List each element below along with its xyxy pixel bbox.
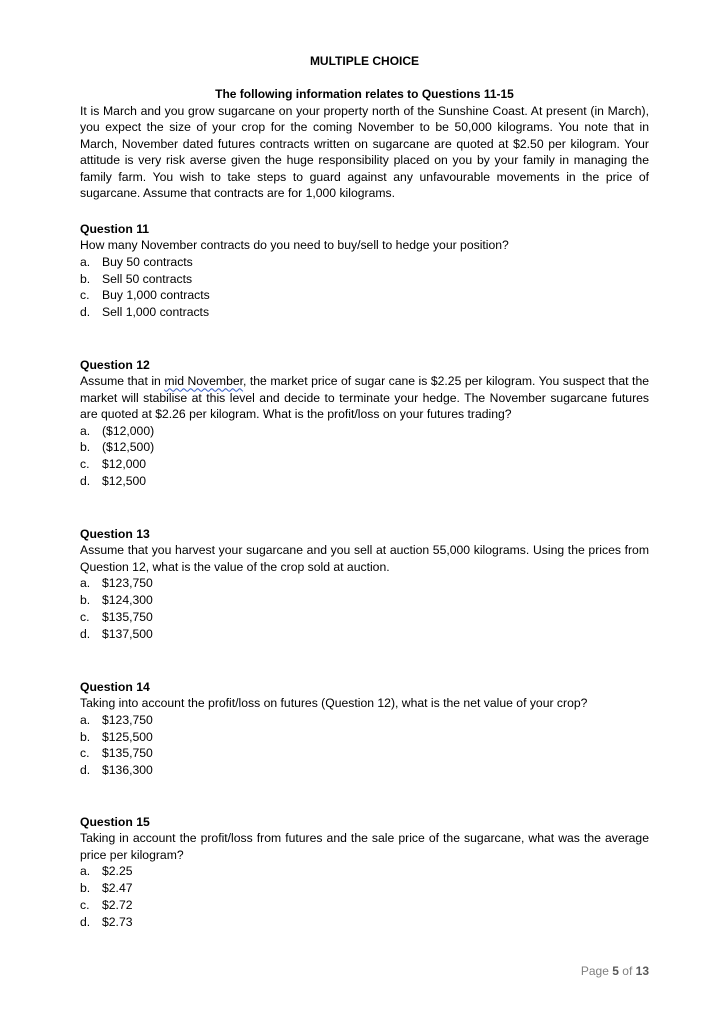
question-14 xyxy=(80,679,649,779)
option-text: Sell 50 contracts xyxy=(102,271,193,286)
option-text: $137,500 xyxy=(102,626,153,641)
option-letter: b. xyxy=(80,881,91,896)
option-text: $135,750 xyxy=(102,746,153,761)
section-heading: MULTIPLE CHOICE xyxy=(309,54,420,68)
question-text-start: Assume that in xyxy=(80,374,165,389)
option-text: $2.47 xyxy=(102,881,133,896)
option-letter: c. xyxy=(80,609,90,624)
question-text: Assume that you harvest your sugarcane and you sell at auction 55,000 kilograms. Using the prices from Question 12, what is the value of the crop sold at auction. xyxy=(80,543,649,574)
option-text: $125,500 xyxy=(102,729,153,744)
page-label: Page xyxy=(580,964,609,978)
option-d xyxy=(80,473,649,490)
page-total: 13 xyxy=(635,964,649,978)
option-a xyxy=(80,423,649,440)
question-title: Question 12 xyxy=(80,358,150,372)
question-13 xyxy=(80,526,649,642)
option-text: $2.25 xyxy=(102,864,133,879)
option-d xyxy=(80,304,649,321)
option-b xyxy=(80,271,649,288)
option-text: $12,500 xyxy=(102,474,147,489)
option-letter: b. xyxy=(80,271,91,286)
option-letter: c. xyxy=(80,288,90,303)
option-list xyxy=(80,712,649,779)
option-list xyxy=(80,575,649,642)
option-letter: d. xyxy=(80,914,91,929)
option-b xyxy=(80,729,649,746)
option-d xyxy=(80,626,649,643)
question-text xyxy=(80,373,649,422)
option-b xyxy=(80,439,649,456)
option-text: ($12,000) xyxy=(102,423,155,438)
option-text: Buy 50 contracts xyxy=(102,254,193,269)
option-text: $135,750 xyxy=(102,609,153,624)
option-letter: d. xyxy=(80,474,91,489)
question-text: Taking into account the profit/loss on futures (Question 12), what is the net value of your crop? xyxy=(80,696,588,711)
question-text: Taking in account the profit/loss from futures and the sale price of the sugarcane, what was the average price per kilogram? xyxy=(80,831,649,862)
option-letter: c. xyxy=(80,746,90,761)
info-subheading: The following information relates to Questions 11-15 xyxy=(215,87,514,101)
option-letter: c. xyxy=(80,457,90,472)
option-letter: b. xyxy=(80,729,91,744)
page-number: 5 xyxy=(612,964,619,978)
option-text: ($12,500) xyxy=(102,440,155,455)
option-a xyxy=(80,575,649,592)
question-12 xyxy=(80,357,649,490)
question-title: Question 15 xyxy=(80,815,150,829)
question-11 xyxy=(80,221,649,321)
question-title: Question 11 xyxy=(80,222,150,236)
option-letter: a. xyxy=(80,254,91,269)
option-letter: a. xyxy=(80,423,91,438)
option-d xyxy=(80,762,649,779)
option-letter: d. xyxy=(80,763,91,778)
option-letter: a. xyxy=(80,864,91,879)
option-a xyxy=(80,863,649,880)
option-c xyxy=(80,897,649,914)
option-letter: b. xyxy=(80,593,91,608)
option-text: $123,750 xyxy=(102,712,153,727)
option-text: Buy 1,000 contracts xyxy=(102,288,210,303)
option-a xyxy=(80,254,649,271)
option-text: $12,000 xyxy=(102,457,147,472)
option-c xyxy=(80,287,649,304)
option-text: $2.72 xyxy=(102,897,133,912)
option-list xyxy=(80,423,649,490)
of-label: of xyxy=(622,964,633,978)
question-15 xyxy=(80,814,649,930)
option-text: $2.73 xyxy=(102,914,133,929)
option-list xyxy=(80,863,649,930)
option-letter: d. xyxy=(80,626,91,641)
option-b xyxy=(80,592,649,609)
option-c xyxy=(80,456,649,473)
option-text: $124,300 xyxy=(102,593,153,608)
question-text: How many November contracts do you need to buy/sell to hedge your position? xyxy=(80,238,509,253)
option-a xyxy=(80,712,649,729)
option-letter: a. xyxy=(80,712,91,727)
option-text: $123,750 xyxy=(102,576,153,591)
option-c xyxy=(80,745,649,762)
option-letter: d. xyxy=(80,305,91,320)
option-letter: a. xyxy=(80,576,91,591)
option-b xyxy=(80,880,649,897)
option-d xyxy=(80,914,649,931)
spellcheck-flagged-text: mid November xyxy=(164,374,244,389)
page-footer xyxy=(560,963,649,979)
option-letter: b. xyxy=(80,440,91,455)
scenario-paragraph: It is March and you grow sugarcane on your property north of the Sunshine Coast. At present (in March), you expect the size of your crop for the coming November to be 50,000 kilograms. You note that in March, November dated futures contracts written on sugarcane are quoted at $2.50 per kilogram. Your attitude is very risk averse given the huge responsibility placed on you by your family in managing the family farm. You wish to take steps to guard against any unfavourable movements in the price of sugarcane. Assume that contracts are for 1,000 kilograms. xyxy=(80,104,649,201)
option-text: $136,300 xyxy=(102,763,153,778)
option-list xyxy=(80,254,649,321)
option-c xyxy=(80,609,649,626)
question-text-end: , the market price of sugar cane is $2.25 per kilogram. You suspect that the market will stabilise at this level and decide to terminate your hedge. The November sugarcane futures are quoted at $2.26 per kilogram. What is the profit/loss on your futures trading? xyxy=(80,374,649,422)
option-letter: c. xyxy=(80,897,90,912)
question-title: Question 14 xyxy=(80,680,150,694)
question-title: Question 13 xyxy=(80,527,150,541)
option-text: Sell 1,000 contracts xyxy=(102,305,210,320)
